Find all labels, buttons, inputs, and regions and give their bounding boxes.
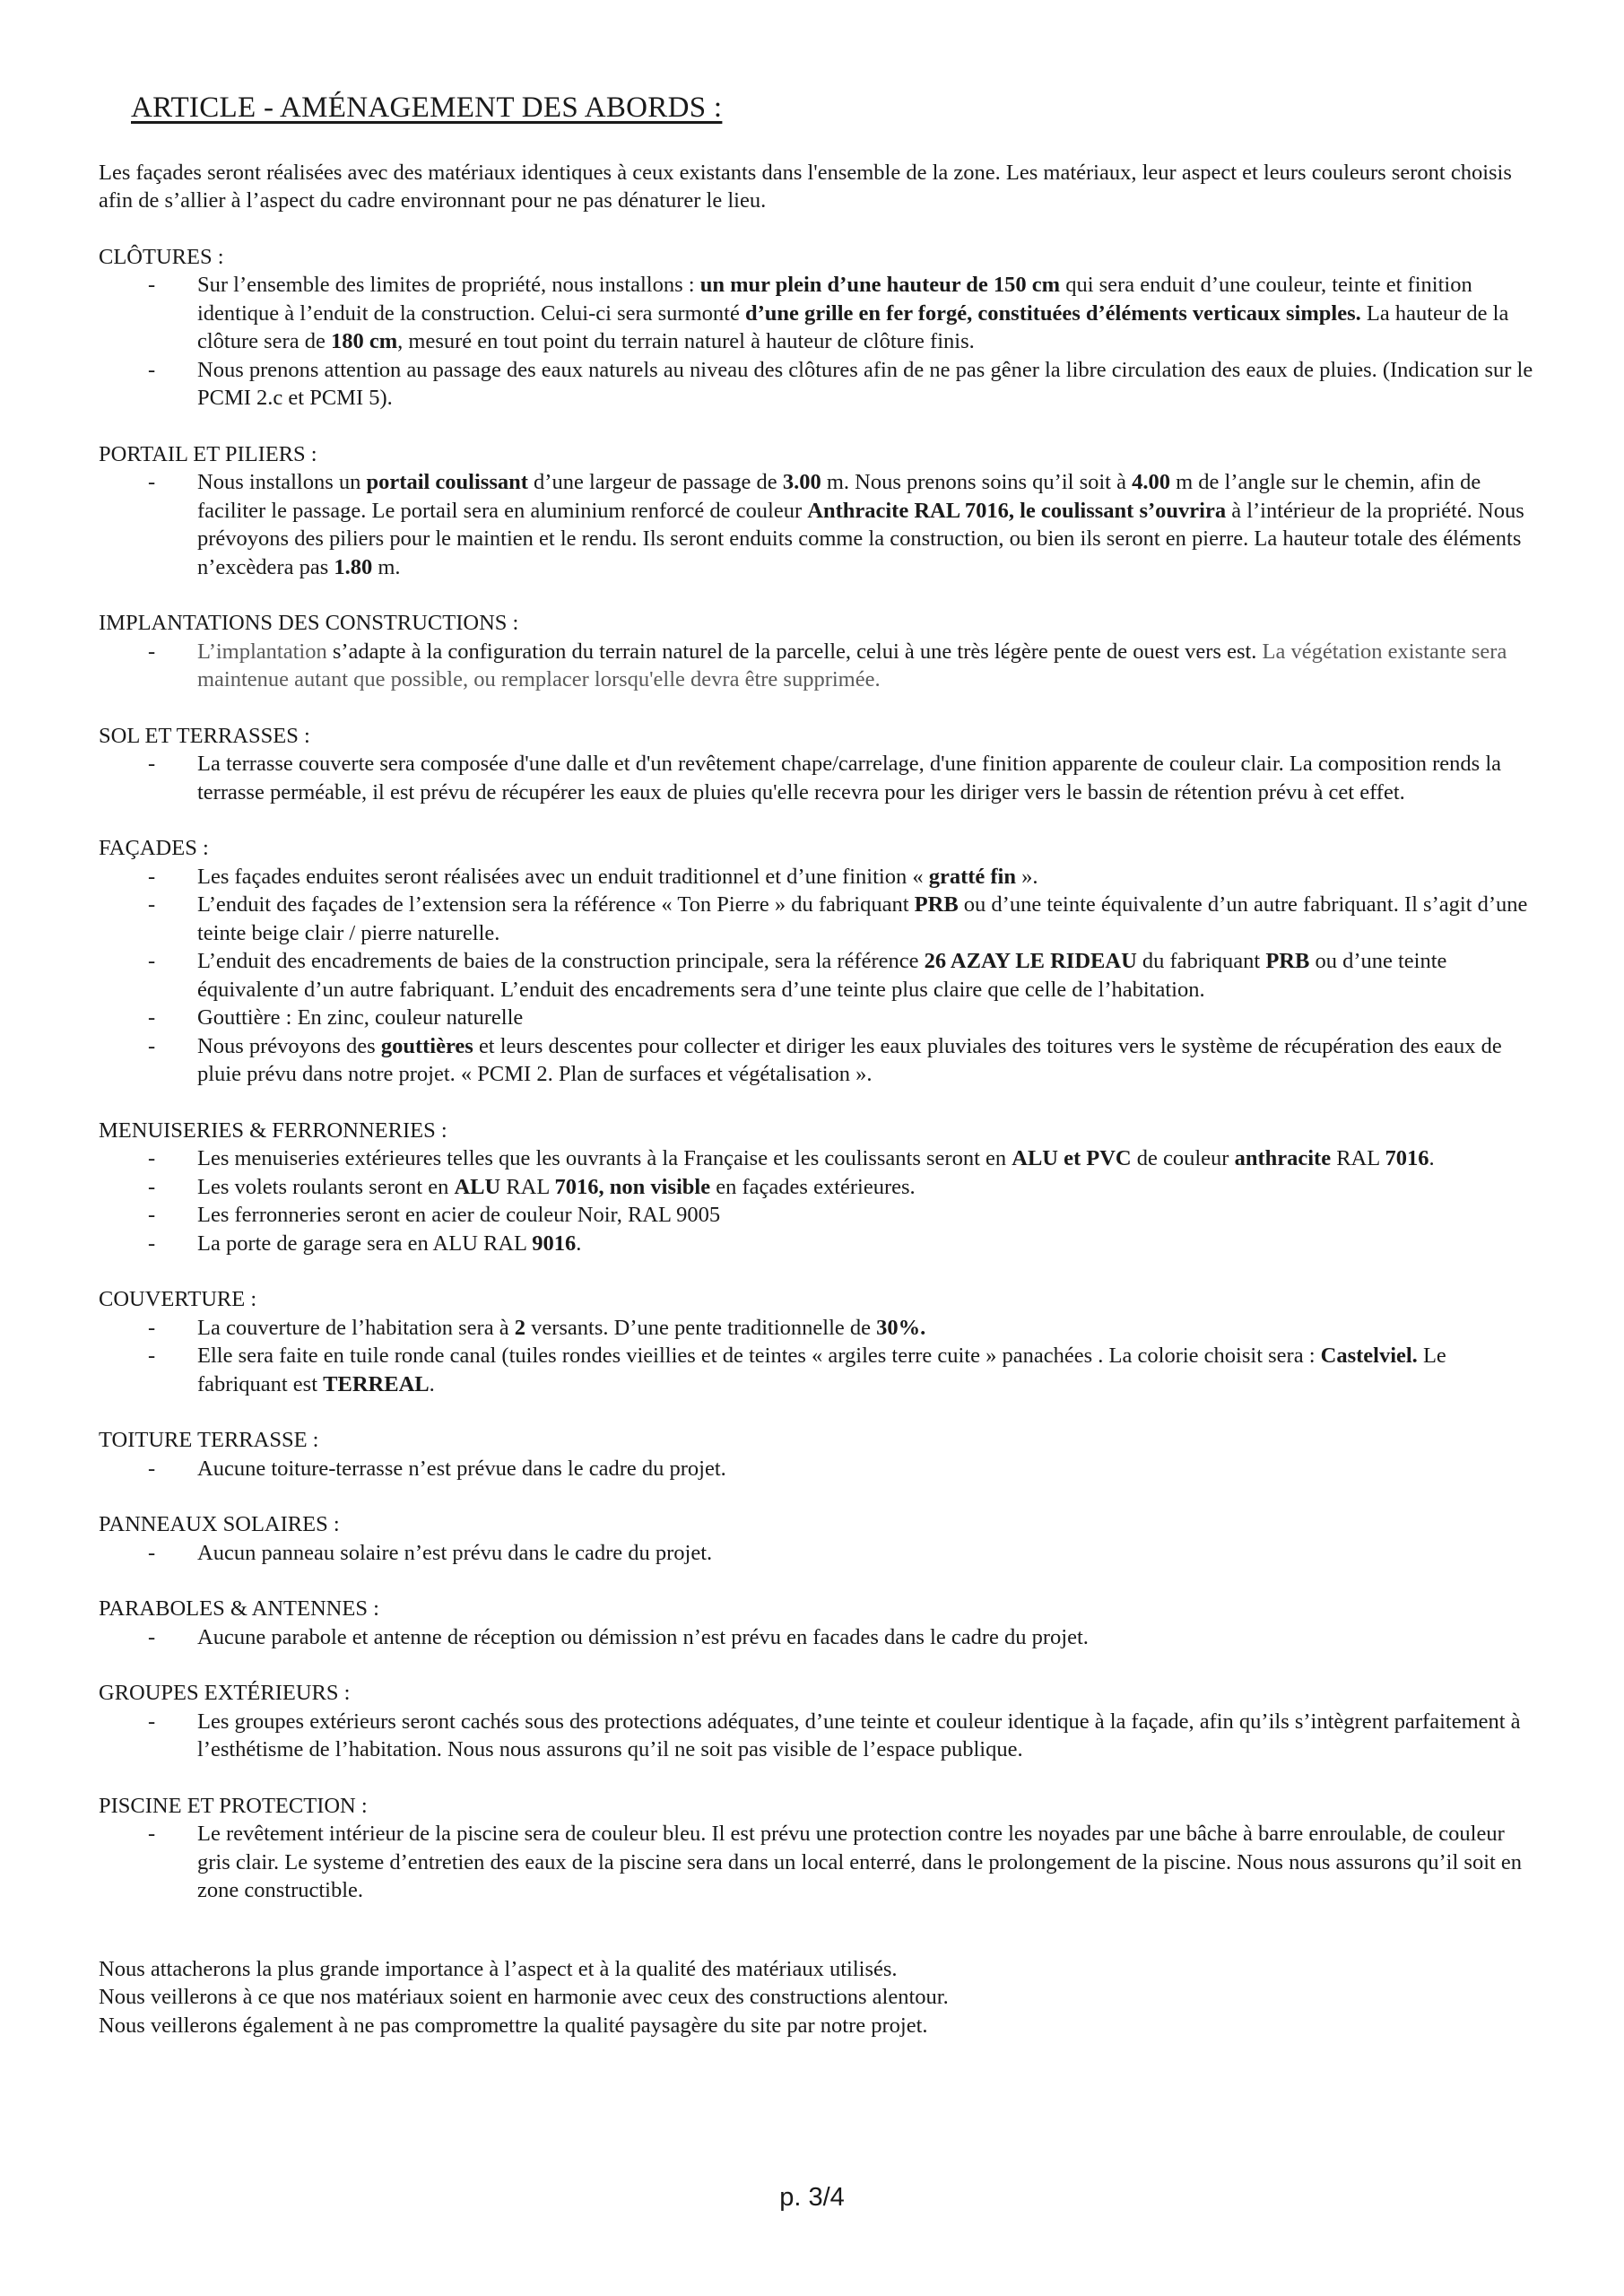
bold-text: gratté fin <box>928 864 1016 889</box>
bullet-dash: - <box>148 1231 156 1256</box>
bullet-list <box>99 1455 1533 1483</box>
item-text: La couverture de l’habitation sera à <box>197 1315 515 1340</box>
bold-text: 7016 <box>1385 1146 1429 1170</box>
item-text: L’implantation <box>197 639 327 664</box>
bold-text: 4.00 <box>1132 470 1170 494</box>
item-text: . <box>429 1371 435 1396</box>
bold-text: gouttières <box>380 1033 473 1058</box>
bold-text: 1.80 <box>334 554 373 579</box>
bullet-dash: - <box>148 949 156 973</box>
bullet-list <box>99 271 1533 413</box>
item-text: Aucune parabole et antenne de réception ou démission n’est prévu en facades dans le cadre du projet. <box>197 1624 1089 1649</box>
bullet-dash: - <box>148 864 156 889</box>
item-text: Nous prévoyons des <box>197 1033 381 1058</box>
section-heading: CLÔTURES : <box>99 244 224 269</box>
item-text: ou d’une teinte équivalente d’un autre fabriquant. L’enduit des encadrements sera d’une teinte plus claire que celle de l’habitation. <box>197 949 1447 1002</box>
list-item <box>99 1455 1533 1483</box>
bullet-dash: - <box>148 1540 156 1565</box>
item-text: s’adapte à la configuration du terrain naturel de la parcelle, celui à une très légère pente de ouest vers est. <box>326 639 1263 664</box>
item-text: Aucun panneau solaire n’est prévu dans le cadre du projet. <box>197 1540 713 1565</box>
bold-text: PRB <box>1265 949 1310 973</box>
list-item <box>99 1820 1533 1905</box>
list-item <box>99 638 1533 694</box>
section-heading: IMPLANTATIONS DES CONSTRUCTIONS : <box>99 611 519 635</box>
list-item <box>99 1173 1533 1202</box>
section-heading: GROUPES EXTÉRIEURS : <box>99 1681 351 1705</box>
bullet-list <box>99 468 1533 581</box>
bullet-dash: - <box>148 273 156 297</box>
section-heading: MENUISERIES & FERRONNERIES : <box>99 1118 447 1143</box>
sections-container <box>99 243 1533 1905</box>
item-text: m. Nous prenons soins qu’il soit à <box>821 470 1133 494</box>
bullet-dash: - <box>148 1456 156 1481</box>
bullet-dash: - <box>148 1203 156 1227</box>
list-item <box>99 1230 1533 1258</box>
bold-text: 2 <box>514 1315 525 1340</box>
item-text: Les groupes extérieurs seront cachés sous des protections adéquates, d’une teinte et couleur identique à la façade, afin qu’ils s’intègrent parfaitement à l’esthétisme de l’habitation. Nous nous assurons qu’il ne soit pas visible de l’espace publique. <box>197 1709 1521 1761</box>
closing-line: Nous veillerons également à ne pas compromettre la qualité paysagère du site par notre projet. <box>99 2013 928 2038</box>
item-text: La terrasse couverte sera composée d'une dalle et d'un revêtement chape/carrelage, d'une finition apparente de couleur clair. La composition rends la terrasse perméable, il est prévu de récupérer les eaux de pluies qu'elle recevra pour les diriger vers le bassin de rétention prévu à cet effet. <box>197 752 1502 804</box>
section <box>99 243 1533 413</box>
bullet-dash: - <box>148 1624 156 1649</box>
bullet-dash: - <box>148 1174 156 1199</box>
bullet-dash: - <box>148 1822 156 1846</box>
item-text: RAL <box>1331 1146 1385 1170</box>
item-text: Gouttière : En zinc, couleur naturelle <box>197 1005 524 1030</box>
bullet-list <box>99 750 1533 806</box>
section-heading: COUVERTURE : <box>99 1287 257 1311</box>
bold-text: 7016, non visible <box>554 1174 711 1199</box>
item-text: d’une largeur de passage de <box>527 470 783 494</box>
closing-line: Nous veillerons à ce que nos matériaux soient en harmonie avec ceux des constructions alentour. <box>99 1985 949 2009</box>
article-title: ARTICLE - AMÉNAGEMENT DES ABORDS : <box>131 91 723 124</box>
list-item <box>99 863 1533 891</box>
list-item <box>99 1539 1533 1568</box>
bold-text: Anthracite RAL 7016, le coulissant s’ouvrira <box>807 498 1227 523</box>
bullet-list <box>99 1623 1533 1652</box>
item-text: RAL <box>500 1174 555 1199</box>
section-heading: PARABOLES & ANTENNES : <box>99 1596 379 1621</box>
bullet-list <box>99 1539 1533 1568</box>
item-text: du fabriquant <box>1136 949 1266 973</box>
bold-text: d’une grille en fer forgé, constituées d’éléments verticaux simples. <box>744 300 1361 326</box>
bullet-dash: - <box>148 1344 156 1368</box>
list-item <box>99 468 1533 581</box>
page-number: p. 3/4 <box>779 2183 845 2212</box>
item-text: m de l’angle sur le chemin, afin de faciliter le passage. Le portail sera en aluminium renforcé de couleur <box>197 470 1481 523</box>
list-item <box>99 750 1533 806</box>
item-text: versants. D’une pente traditionnelle de <box>525 1315 877 1340</box>
item-text: et leurs descentes pour collecter et diriger les eaux pluviales des toitures vers le système de récupération des eaux de pluie prévu dans notre projet. « PCMI 2. Plan de surfaces et végétalisation ». <box>197 1033 1502 1086</box>
section <box>99 1426 1533 1483</box>
section-heading: TOITURE TERRASSE : <box>99 1428 319 1452</box>
bold-text: 3.00 <box>782 470 821 494</box>
bullet-dash: - <box>148 1005 156 1030</box>
bullet-dash: - <box>148 1709 156 1734</box>
list-item <box>99 1201 1533 1230</box>
document-body <box>99 91 1533 2039</box>
bullet-dash: - <box>148 1033 156 1058</box>
bold-text: 180 cm <box>330 329 398 353</box>
bullet-list <box>99 863 1533 1089</box>
bold-text: anthracite <box>1234 1146 1332 1170</box>
item-text: Elle sera faite en tuile ronde canal (tuiles rondes vieillies et de teintes « argiles terre cuite » panachées . La colorie choisit sera : <box>197 1344 1321 1368</box>
list-item <box>99 356 1533 413</box>
list-item <box>99 1032 1533 1089</box>
bold-text: ALU <box>454 1174 501 1199</box>
item-text: Le revêtement intérieur de la piscine sera de couleur bleu. Il est prévu une protection contre les noyades par une bâche à barre enroulable, de couleur gris clair. Le systeme d’entretien des eaux de la piscine sera dans un local enterré, dans le prolongement de la piscine. Nous nous assurons qu’il soit en zone constructible. <box>197 1822 1523 1902</box>
bullet-dash: - <box>148 892 156 917</box>
item-text: Nous installons un <box>197 470 367 494</box>
bold-text: 26 AZAY LE RIDEAU <box>924 949 1137 973</box>
section <box>99 1679 1533 1764</box>
item-text: L’enduit des encadrements de baies de la construction principale, sera la référence <box>197 949 925 973</box>
section-heading: PORTAIL ET PILIERS : <box>99 441 317 466</box>
section-heading: SOL ET TERRASSES : <box>99 723 310 748</box>
bold-text: 9016 <box>532 1231 577 1256</box>
item-text: Aucune toiture-terrasse n’est prévue dans le cadre du projet. <box>197 1456 726 1481</box>
item-text: Sur l’ensemble des limites de propriété, nous installons : <box>197 273 700 297</box>
section-heading: PISCINE ET PROTECTION : <box>99 1793 368 1818</box>
item-text: m. <box>372 554 401 579</box>
bullet-list <box>99 1144 1533 1257</box>
intro-paragraph: Les façades seront réalisées avec des matériaux identiques à ceux existants dans l'ensemble de la zone. Les matériaux, leur aspect et leurs couleurs seront choisis afin de s’allier à l’aspect du cadre environnant pour ne pas dénaturer le lieu. <box>99 160 1512 213</box>
section <box>99 440 1533 582</box>
section <box>99 834 1533 1089</box>
list-item <box>99 1708 1533 1764</box>
section <box>99 1285 1533 1398</box>
bullet-dash: - <box>148 357 156 382</box>
item-text: ou d’une teinte équivalente d’un autre fabriquant. Il s’agit d’une teinte beige clair / pierre naturelle. <box>197 892 1528 945</box>
item-text: en façades extérieures. <box>710 1174 916 1199</box>
item-text: La végétation existante sera maintenue autant que possible, ou remplacer lorsqu'elle devra être supprimée. <box>197 639 1507 691</box>
bold-text: TERREAL <box>323 1371 430 1396</box>
bold-text: PRB <box>914 892 959 917</box>
item-text: qui sera enduit d’une couleur, teinte et finition identique à l’enduit de la construction. Celui-ci sera surmonté <box>197 273 1472 326</box>
item-text: L’enduit des façades de l’extension sera la référence « Ton Pierre » du fabriquant <box>197 892 915 917</box>
bullet-dash: - <box>148 639 156 664</box>
bullet-dash: - <box>148 470 156 494</box>
bullet-list <box>99 638 1533 694</box>
item-text: ». <box>1016 864 1038 889</box>
item-text: Les façades enduites seront réalisées avec un enduit traditionnel et d’une finition « <box>197 864 929 889</box>
list-item <box>99 1144 1533 1173</box>
section <box>99 1510 1533 1567</box>
section <box>99 722 1533 807</box>
item-text: . <box>576 1231 582 1256</box>
bold-text: ALU et PVC <box>1012 1146 1132 1170</box>
list-item <box>99 1342 1533 1398</box>
section <box>99 1117 1533 1258</box>
bold-text: portail coulissant <box>366 470 528 494</box>
item-text: Les ferronneries seront en acier de couleur Noir, RAL 9005 <box>197 1203 721 1227</box>
item-text: La porte de garage sera en ALU RAL <box>197 1231 533 1256</box>
bullet-dash: - <box>148 1315 156 1340</box>
bullet-list <box>99 1708 1533 1764</box>
item-text: Les menuiseries extérieures telles que les ouvrants à la Française et les coulissants seront en <box>197 1146 1012 1170</box>
section <box>99 609 1533 694</box>
item-text: à l’intérieur de la propriété. Nous prévoyons des piliers pour le maintien et le rendu. Ils seront enduits comme la construction, ou bien ils seront en pierre. La hauteur totale des éléments n’excèdera pas <box>197 498 1524 579</box>
item-text: Nous prenons attention au passage des eaux naturels au niveau des clôtures afin de ne pas gêner la libre circulation des eaux de pluies. (Indication sur le PCMI 2.c et PCMI 5). <box>197 357 1533 410</box>
bold-text: 30%. <box>876 1315 926 1340</box>
list-item <box>99 1004 1533 1032</box>
item-text: de couleur <box>1131 1146 1235 1170</box>
bullet-dash: - <box>148 752 156 776</box>
bullet-list <box>99 1820 1533 1905</box>
list-item <box>99 891 1533 947</box>
bullet-dash: - <box>148 1146 156 1170</box>
list-item <box>99 1623 1533 1652</box>
list-item <box>99 1314 1533 1343</box>
item-text: Le fabriquant est <box>197 1344 1446 1396</box>
section <box>99 1792 1533 1905</box>
list-item <box>99 947 1533 1004</box>
closing-line: Nous attacherons la plus grande importance à l’aspect et à la qualité des matériaux utilisés. <box>99 1956 898 1981</box>
section <box>99 1595 1533 1651</box>
item-text: , mesuré en tout point du terrain naturel à hauteur de clôture finis. <box>397 329 975 353</box>
bold-text: Castelviel. <box>1320 1344 1418 1368</box>
item-text: La hauteur de la clôture sera de <box>197 300 1509 353</box>
bold-text: un mur plein d’une hauteur de 150 cm <box>699 273 1061 297</box>
closing-paragraph <box>99 1955 1533 2040</box>
list-item <box>99 271 1533 356</box>
section-heading: PANNEAUX SOLAIRES : <box>99 1512 340 1536</box>
item-text: Les volets roulants seront en <box>197 1174 455 1199</box>
item-text: . <box>1429 1146 1435 1170</box>
bullet-list <box>99 1314 1533 1399</box>
section-heading: FAÇADES : <box>99 836 209 860</box>
